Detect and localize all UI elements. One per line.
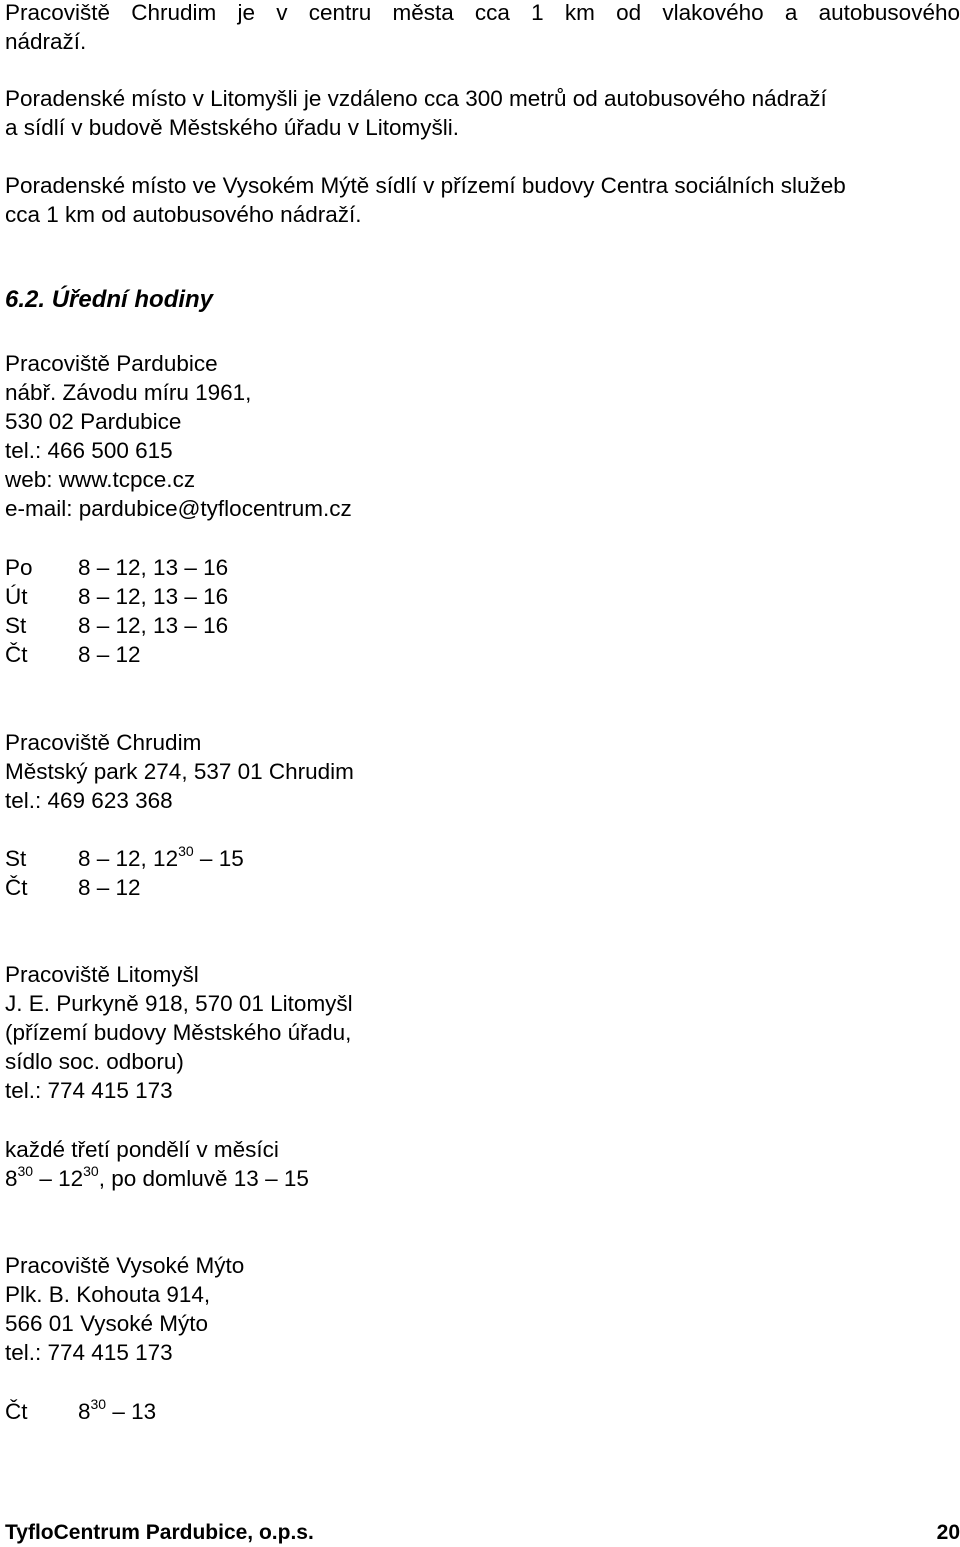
intro-p2-line1: Poradenské místo v Litomyšli je vzdáleno cca 300 metrů od autobusového nádraží	[5, 86, 827, 111]
hours-value: 8 – 12, 12	[78, 846, 179, 871]
litomysl-address-line2: (přízemí budovy Městského úřadu,	[5, 1020, 352, 1045]
litomysl-schedule-note: každé třetí pondělí v měsíci	[5, 1137, 279, 1162]
pardubice-name: Pracoviště Pardubice	[5, 351, 218, 376]
litomysl-phone: tel.: 774 415 173	[5, 1078, 173, 1103]
hours-value: 8 – 12, 13 – 16	[78, 555, 229, 580]
section-heading: 6.2. Úřední hodiny	[5, 286, 214, 313]
pardubice-address-line2: 530 02 Pardubice	[5, 409, 182, 434]
intro-p1-line2: nádraží.	[5, 29, 87, 54]
litomysl-address-line1: J. E. Purkyně 918, 570 01 Litomyšl	[5, 991, 353, 1016]
page-footer	[5, 1521, 960, 1545]
minutes-superscript: 30	[90, 1395, 107, 1412]
day-label: Čt	[5, 642, 28, 667]
hours-value: 8 – 12	[78, 875, 141, 900]
litomysl-name: Pracoviště Litomyšl	[5, 962, 199, 987]
vysoke-myto-name: Pracoviště Vysoké Mýto	[5, 1253, 245, 1278]
chrudim-hours-row	[5, 844, 244, 873]
pardubice-address-line1: nábř. Závodu míru 1961,	[5, 380, 252, 405]
intro-p3-line2: cca 1 km od autobusového nádraží.	[5, 202, 362, 227]
page-number: 20	[936, 1521, 960, 1544]
vysoke-myto-address-line2: 566 01 Vysoké Mýto	[5, 1311, 209, 1336]
pardubice-phone: tel.: 466 500 615	[5, 438, 173, 463]
vysoke-myto-phone: tel.: 774 415 173	[5, 1340, 173, 1365]
hours-value: 8	[78, 1399, 91, 1424]
day-label: Čt	[5, 875, 28, 900]
hours-value: 8 – 12	[78, 642, 141, 667]
day-label: St	[5, 846, 27, 871]
chrudim-phone: tel.: 469 623 368	[5, 788, 173, 813]
intro-p3-line1: Poradenské místo ve Vysokém Mýtě sídlí v přízemí budovy Centra sociálních služeb	[5, 173, 846, 198]
hours-value-end: , po domluvě 13 – 15	[98, 1166, 309, 1191]
chrudim-address: Městský park 274, 537 01 Chrudim	[5, 759, 354, 784]
footer-organization: TyfloCentrum Pardubice, o.p.s.	[5, 1521, 314, 1544]
hours-value: 8 – 12, 13 – 16	[78, 613, 229, 638]
minutes-superscript: 30	[178, 842, 194, 859]
pardubice-hours-row	[5, 640, 141, 669]
day-label: Po	[5, 555, 33, 580]
hours-value-end: – 15	[193, 846, 244, 871]
hours-value: 8	[5, 1166, 18, 1191]
intro-p1-line1: Pracoviště Chrudim je v centru města cca 1 km od vlakového a autobusového	[5, 0, 960, 25]
day-label: Čt	[5, 1399, 28, 1424]
intro-p2-line2: a sídlí v budově Městského úřadu v Litomyšli.	[5, 115, 459, 140]
vysoke-myto-address-line1: Plk. B. Kohouta 914,	[5, 1282, 211, 1307]
litomysl-address-line3: sídlo soc. odboru)	[5, 1049, 184, 1074]
day-label: Út	[5, 584, 28, 609]
hours-value: – 12	[33, 1166, 84, 1191]
chrudim-hours-row	[5, 873, 141, 902]
hours-value: 8 – 12, 13 – 16	[78, 584, 229, 609]
minutes-superscript: 30	[17, 1162, 34, 1179]
chrudim-name: Pracoviště Chrudim	[5, 730, 202, 755]
pardubice-email: e-mail: pardubice@tyflocentrum.cz	[5, 496, 352, 521]
pardubice-hours-row	[5, 611, 228, 640]
pardubice-web: web: www.tcpce.cz	[5, 467, 196, 492]
pardubice-hours-row	[5, 553, 228, 582]
litomysl-hours-row	[5, 1164, 309, 1193]
hours-value-end: – 13	[106, 1399, 157, 1424]
vysoke-myto-hours-row	[5, 1397, 156, 1426]
pardubice-hours-row	[5, 582, 228, 611]
day-label: St	[5, 613, 27, 638]
minutes-superscript: 30	[83, 1162, 99, 1179]
